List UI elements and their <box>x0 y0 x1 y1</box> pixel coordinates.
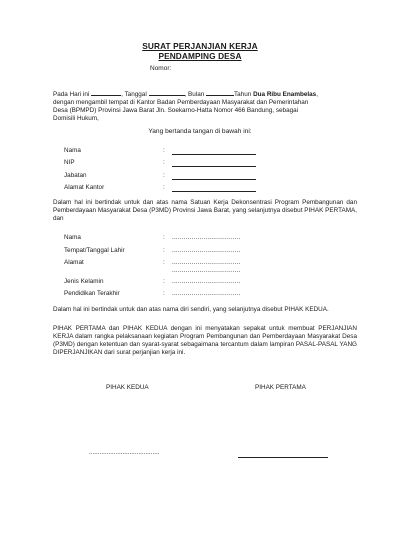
field-dots-ttl: ................................... <box>172 247 241 254</box>
field-colon: : <box>163 247 165 254</box>
opening-line1: Pada Hari ini , Tanggal , Bulan Tahun Dua Ribu Enambelas, <box>53 91 318 98</box>
field-colon: : <box>163 147 165 154</box>
opening-line4: Domisili Hukum, <box>53 115 99 123</box>
field-label-alamat: Alamat <box>64 259 84 266</box>
tanggal-blank <box>149 89 185 96</box>
hari-blank <box>91 89 121 96</box>
bulan-blank <box>206 89 234 96</box>
opening-paragraph <box>53 89 357 123</box>
field-line-jabatan <box>172 179 256 180</box>
field-label-nip: NIP <box>64 159 75 166</box>
field-dots-alamat-2: ................................... <box>172 267 241 274</box>
field-colon: : <box>163 184 165 191</box>
field-colon: : <box>163 278 165 285</box>
tahun-value: Dua Ribu Enambelas <box>253 91 317 98</box>
field-line-nama-1 <box>172 154 256 155</box>
field-dots-nama-2: ................................... <box>172 234 241 241</box>
field-label-jenis-kelamin: Jenis Kelamin <box>64 278 104 285</box>
field-colon: : <box>163 290 165 297</box>
opening-line3: Desa (BPMPD) Provinsi Jawa Barat Jln. Soekarno-Hatta Nomor 466 Bandung, sebagai <box>53 107 299 115</box>
field-label-ttl: Tempat/Tanggal Lahir <box>64 247 125 254</box>
field-dots-pendidikan: ................................... <box>172 290 241 297</box>
field-label-jabatan: Jabatan <box>64 172 87 179</box>
opening-line2: dengan mengambil tempat di Kantor Badan Pemberdayaan Masyarakat dan Pemerintahan <box>53 99 309 107</box>
field-colon: : <box>163 234 165 241</box>
field-colon: : <box>163 159 165 166</box>
signature-line-pihak-kedua: ........................................ <box>89 449 160 456</box>
nomor-label: Nomor: <box>150 65 172 72</box>
field-colon: : <box>163 172 165 179</box>
signature-label-pihak-pertama: PIHAK PERTAMA <box>255 384 306 391</box>
field-label-pendidikan: Pendidikan Terakhir <box>64 290 120 297</box>
field-label-nama-2: Nama <box>64 234 81 241</box>
field-label-alamat-kantor: Alamat Kantor <box>64 184 105 191</box>
undersigned-statement: Yang bertanda tangan di bawah ini: <box>148 128 252 135</box>
first-party-description: Dalam hal ini bertindak untuk dan atas nama Satuan Kerja Dekonsentrasi Program Pembangunan dan Pemberdayaan Masyarakat Desa (P3MD) Provinsi Jawa Barat, yang selanjutnya disebut PIHAK PERTAMA, dan <box>53 199 357 223</box>
signature-line-pihak-pertama <box>238 457 328 458</box>
field-line-alamat-kantor <box>172 191 256 192</box>
field-dots-alamat: ................................... <box>172 259 241 266</box>
field-colon: : <box>163 259 165 266</box>
document-title-line2: PENDAMPING DESA <box>158 51 242 61</box>
second-party-description: Dalam hal ini bertindak untuk dan atas nama diri sendiri, yang selanjutnya disebut PIHAK KEDUA. <box>53 306 329 313</box>
signature-label-pihak-kedua: PIHAK KEDUA <box>106 384 149 391</box>
field-line-nip <box>172 166 256 167</box>
document-title-line1: SURAT PERJANJIAN KERJA <box>142 41 258 51</box>
agreement-paragraph: PIHAK PERTAMA dan PIHAK KEDUA dengan ini menyatakan sepakat untuk membuat PERJANJIAN KERJA dalam rangka pelaksanaan kegiatan Program Pembangunan dan Pemberdayaan Masyarakat Desa (P3MD) dengan ketentuan dan syarat-syarat sebagaimana tercantum dalam lampiran PASAL-PASAL YANG DIPERJANJIKAN dari surat perjanjian kerja ini. <box>53 325 357 357</box>
field-label-nama-1: Nama <box>64 147 81 154</box>
field-dots-jenis-kelamin: ................................... <box>172 278 241 285</box>
